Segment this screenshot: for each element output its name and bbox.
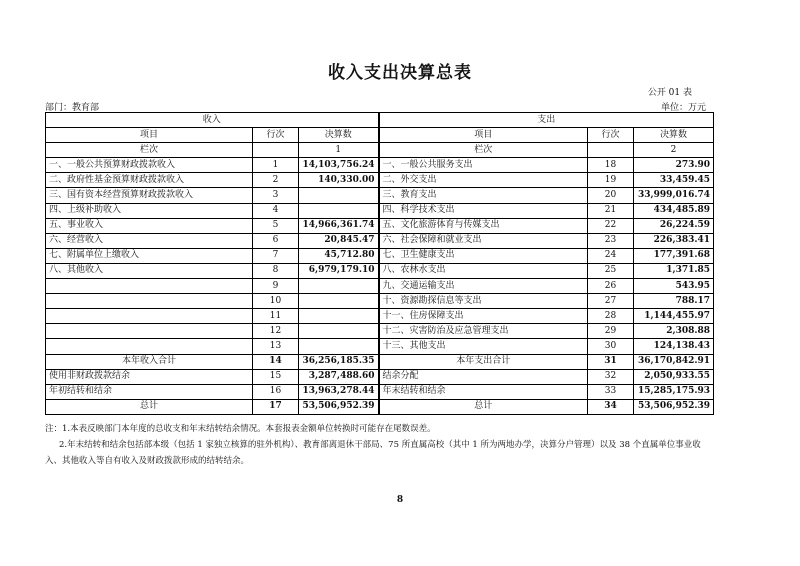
income-amount-cell [299,188,379,203]
expense-item-cell: 十三、其他支出 [379,339,588,354]
income-header: 收入 [46,113,379,128]
table-row [46,173,714,188]
expense-item-cell: 本年支出合计 [379,354,588,369]
income-item-cell: 总计 [46,399,253,414]
table-row [46,188,714,203]
income-amount-cell: 20,845.47 [299,233,379,248]
income-item-header: 项目 [46,128,253,143]
income-rowno-cell: 1 [253,158,299,173]
income-item-cell: 本年收入合计 [46,354,253,369]
income-item-cell: 七、附属单位上缴收入 [46,248,253,263]
income-rowno-cell: 10 [253,294,299,309]
income-rowno-cell: 7 [253,248,299,263]
income-rowno-cell: 6 [253,233,299,248]
expense-amount-cell: 273.90 [634,158,714,173]
table-row [46,248,714,263]
income-amount-cell [299,294,379,309]
department-label: 部门：教育部 [45,103,100,113]
expense-amount-cell: 543.95 [634,279,714,294]
expense-rowno-cell: 33 [588,384,634,399]
income-item-cell [46,294,253,309]
subtotal-row [46,354,714,369]
expense-amount-cell: 36,170,842.91 [634,354,714,369]
expense-item-cell: 一、一般公共服务支出 [379,158,588,173]
header-row-column-index [46,143,714,158]
income-rowno-cell: 2 [253,173,299,188]
expense-amount-cell: 2,050,933.55 [634,369,714,384]
income-amount-cell [299,324,379,339]
expense-amount-cell: 33,459.45 [634,173,714,188]
expense-amount-cell: 1,144,455.97 [634,309,714,324]
summary-table [45,112,714,415]
expense-amount-cell: 2,308.88 [634,324,714,339]
income-col-index: 1 [299,143,379,158]
income-item-cell: 使用非财政拨款结余 [46,369,253,384]
expense-item-cell: 八、农林水支出 [379,263,588,278]
income-rowno-cell: 5 [253,218,299,233]
income-amount-header: 决算数 [299,128,379,143]
expense-rowno-cell: 23 [588,233,634,248]
note-2-continued: 入、其他收入等自有收入及财政拨款形成的结转结余。 [45,456,250,466]
unit-label: 单位：万元 [660,103,706,113]
income-rowno-cell: 11 [253,309,299,324]
income-amount-cell: 14,103,756.24 [299,158,379,173]
header-row-group [46,113,714,128]
expense-amount-cell: 1,371.85 [634,263,714,278]
expense-amount-cell: 53,506,952.39 [634,399,714,414]
income-rowno-cell: 13 [253,339,299,354]
expense-item-cell: 四、科学技术支出 [379,203,588,218]
expense-item-cell: 九、交通运输支出 [379,279,588,294]
expense-rowno-cell: 30 [588,339,634,354]
expense-amount-cell: 788.17 [634,294,714,309]
income-item-cell: 一、一般公共预算财政拨款收入 [46,158,253,173]
expense-col-label: 栏次 [379,143,588,158]
income-amount-cell: 36,256,185.35 [299,354,379,369]
expense-rowno-header: 行次 [588,128,634,143]
expense-item-cell: 十、资源勘探信息等支出 [379,294,588,309]
expense-col-index: 2 [634,143,714,158]
expense-amount-cell: 33,999,016.74 [634,188,714,203]
expense-item-cell: 总计 [379,399,588,414]
income-amount-cell: 13,963,278.44 [299,384,379,399]
expense-item-header: 项目 [379,128,588,143]
expense-rowno-cell: 29 [588,324,634,339]
expense-rowno-cell: 31 [588,354,634,369]
income-item-cell [46,309,253,324]
table-row [46,233,714,248]
expense-amount-header: 决算数 [634,128,714,143]
income-amount-cell: 140,330.00 [299,173,379,188]
expense-rowno-cell: 19 [588,173,634,188]
income-item-cell: 六、经营收入 [46,233,253,248]
expense-item-cell: 年末结转和结余 [379,384,588,399]
expense-item-cell: 六、社会保障和就业支出 [379,233,588,248]
expense-rowno-cell: 26 [588,279,634,294]
expense-col-blank [588,143,634,158]
table-row [46,203,714,218]
income-item-cell: 八、其他收入 [46,263,253,278]
income-item-cell [46,279,253,294]
income-amount-cell: 3,287,488.60 [299,369,379,384]
table-body [46,113,714,415]
income-rowno-cell: 14 [253,354,299,369]
expense-item-cell: 十二、灾害防治及应急管理支出 [379,324,588,339]
header-row-columns [46,128,714,143]
page-title: 收入支出决算总表 [328,63,472,83]
table-row [46,339,714,354]
income-amount-cell: 53,506,952.39 [299,399,379,414]
expense-rowno-cell: 28 [588,309,634,324]
income-rowno-cell: 8 [253,263,299,278]
table-row [46,158,714,173]
income-amount-cell [299,279,379,294]
income-amount-cell [299,309,379,324]
income-rowno-cell: 17 [253,399,299,414]
expense-rowno-cell: 18 [588,158,634,173]
table-row [46,294,714,309]
expense-rowno-cell: 32 [588,369,634,384]
table-row [46,279,714,294]
income-item-cell: 年初结转和结余 [46,384,253,399]
table-row [46,309,714,324]
expense-amount-cell: 15,285,175.93 [634,384,714,399]
expense-item-cell: 十一、住房保障支出 [379,309,588,324]
notes [45,421,715,469]
expense-rowno-cell: 24 [588,248,634,263]
income-item-cell: 四、上级补助收入 [46,203,253,218]
expense-amount-cell: 26,224.59 [634,218,714,233]
table-row [46,369,714,384]
income-amount-cell [299,339,379,354]
note-2: 2.年末结转和结余包括部本级（包括 1 家独立核算的驻外机构）、教育部离退休干部局、75 所直属高校（其中 1 所为两地办学，决算分户管理）以及 38 个直属单位事业收 [59,440,701,450]
expense-rowno-cell: 34 [588,399,634,414]
income-item-cell [46,324,253,339]
expense-item-cell: 七、卫生健康支出 [379,248,588,263]
expense-item-cell: 二、外交支出 [379,173,588,188]
income-item-cell [46,339,253,354]
expense-item-cell: 结余分配 [379,369,588,384]
expense-header: 支出 [379,113,714,128]
expense-amount-cell: 434,485.89 [634,203,714,218]
income-rowno-cell: 16 [253,384,299,399]
income-col-label: 栏次 [46,143,253,158]
expense-rowno-cell: 25 [588,263,634,278]
expense-amount-cell: 124,138.43 [634,339,714,354]
expense-rowno-cell: 20 [588,188,634,203]
total-row [46,399,714,414]
expense-item-cell: 五、文化旅游体育与传媒支出 [379,218,588,233]
expense-item-cell: 三、教育支出 [379,188,588,203]
form-number: 公开 01 表 [647,88,692,98]
income-rowno-cell: 4 [253,203,299,218]
expense-amount-cell: 226,383.41 [634,233,714,248]
income-amount-cell: 45,712.80 [299,248,379,263]
income-col-blank [253,143,299,158]
page-number: 8 [396,495,404,505]
expense-rowno-cell: 22 [588,218,634,233]
income-item-cell: 三、国有资本经营预算财政拨款收入 [46,188,253,203]
table-row [46,384,714,399]
expense-amount-cell: 177,391.68 [634,248,714,263]
income-rowno-cell: 12 [253,324,299,339]
expense-rowno-cell: 21 [588,203,634,218]
table-row [46,263,714,278]
expense-rowno-cell: 27 [588,294,634,309]
income-item-cell: 二、政府性基金预算财政拨款收入 [46,173,253,188]
income-rowno-cell: 9 [253,279,299,294]
income-rowno-header: 行次 [253,128,299,143]
note-1: 注：1.本表反映部门本年度的总收支和年末结转结余情况。本套报表金额单位转换时可能存在尾数误差。 [45,424,436,434]
income-item-cell: 五、事业收入 [46,218,253,233]
table-row [46,218,714,233]
table-row [46,324,714,339]
income-rowno-cell: 15 [253,369,299,384]
income-rowno-cell: 3 [253,188,299,203]
income-amount-cell: 6,979,179.10 [299,263,379,278]
income-amount-cell: 14,966,361.74 [299,218,379,233]
income-amount-cell [299,203,379,218]
